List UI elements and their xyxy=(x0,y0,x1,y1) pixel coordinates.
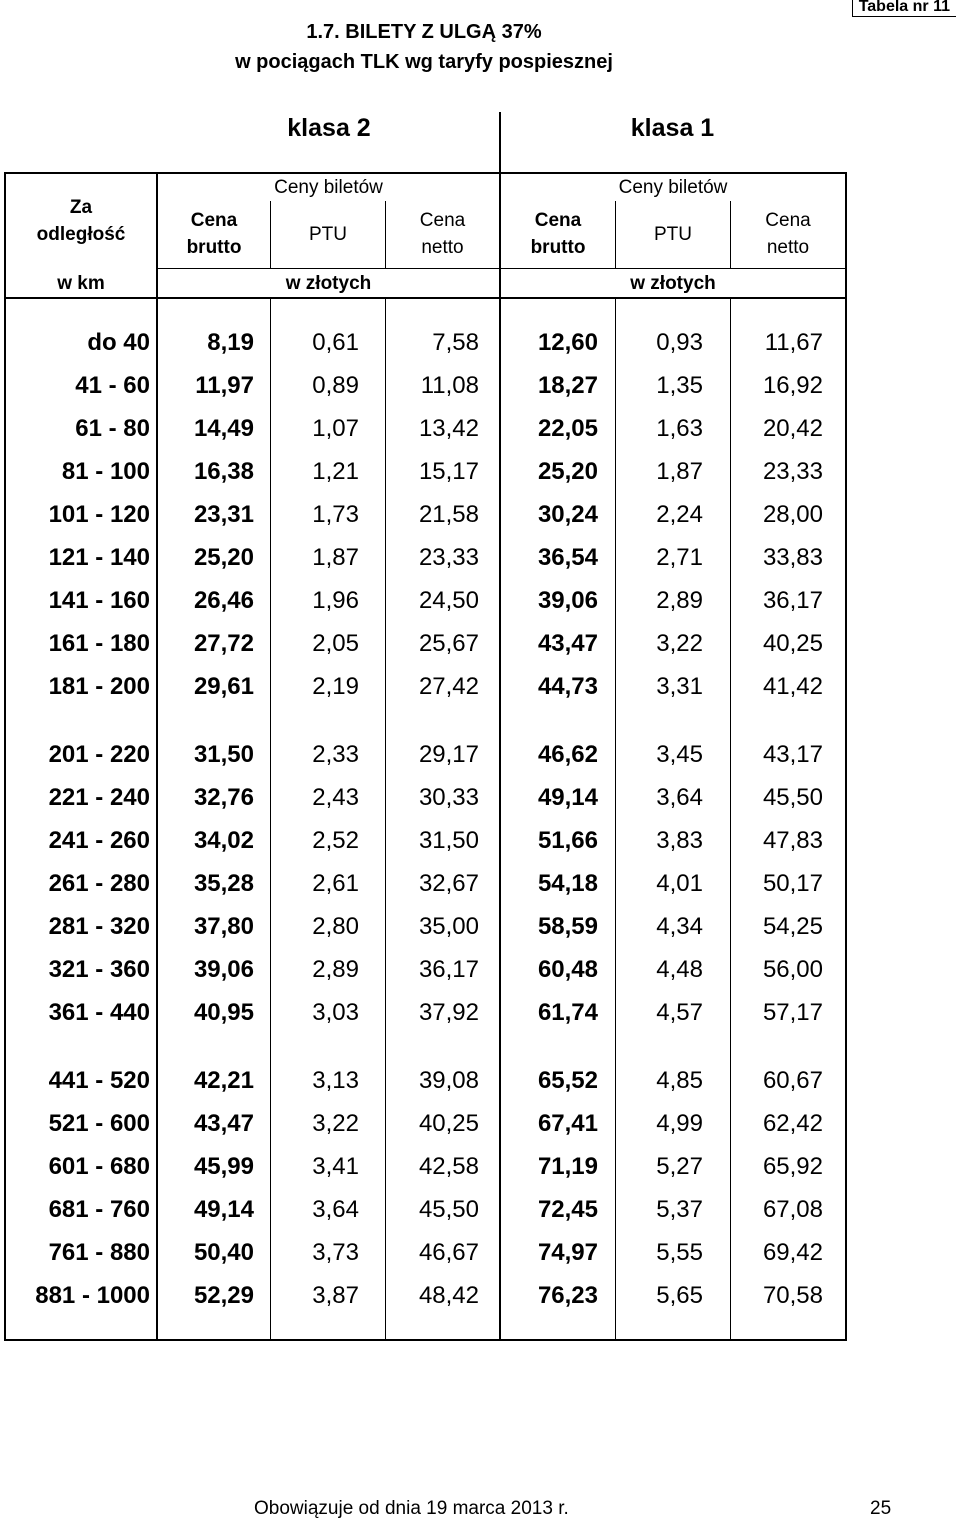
header-ceny-biletow-k2: Ceny biletów xyxy=(274,177,383,198)
row-distance: 521 - 600 xyxy=(48,1110,150,1137)
row-distance: 121 - 140 xyxy=(48,544,150,571)
header-currency-k2: w złotych xyxy=(285,273,372,294)
k1-cena-netto: 69,42 xyxy=(762,1239,823,1266)
k1-cena-netto: 16,92 xyxy=(762,372,823,399)
k2-ptu: 3,03 xyxy=(312,999,359,1026)
k1-cena-brutto: 76,23 xyxy=(537,1282,598,1309)
k2-cena-brutto: 40,95 xyxy=(193,999,254,1026)
row-distance: 181 - 200 xyxy=(48,673,150,700)
k2-cena-brutto: 25,20 xyxy=(193,544,254,571)
k1-ptu: 5,27 xyxy=(656,1153,703,1180)
header-netto-k1: netto xyxy=(766,237,810,258)
header-cena-netto-k2: Cena xyxy=(419,210,466,231)
k2-cena-brutto: 43,47 xyxy=(193,1110,254,1137)
row-distance: 681 - 760 xyxy=(48,1196,150,1223)
k2-ptu: 0,61 xyxy=(312,329,359,356)
header-currency-k1: w złotych xyxy=(630,273,716,294)
row-distance: 41 - 60 xyxy=(75,372,150,399)
k1-ptu: 4,34 xyxy=(656,913,703,940)
k2-ptu: 2,61 xyxy=(312,870,359,897)
k1-cena-brutto: 61,74 xyxy=(537,999,598,1026)
k2-cena-brutto: 35,28 xyxy=(193,870,254,897)
k1-cena-brutto: 51,66 xyxy=(537,827,598,854)
k2-cena-brutto: 45,99 xyxy=(193,1153,254,1180)
k1-ptu: 4,99 xyxy=(656,1110,703,1137)
k1-ptu: 5,55 xyxy=(656,1239,703,1266)
k1-cena-netto: 36,17 xyxy=(762,587,823,614)
row-distance: 361 - 440 xyxy=(48,999,150,1026)
k1-cena-netto: 62,42 xyxy=(762,1110,823,1137)
k2-cena-netto: 21,58 xyxy=(418,501,479,528)
k1-cena-netto: 57,17 xyxy=(762,999,823,1026)
k2-cena-brutto: 49,14 xyxy=(193,1196,254,1223)
k2-cena-netto: 30,33 xyxy=(418,784,479,811)
k2-cena-netto: 31,50 xyxy=(418,827,479,854)
k1-cena-netto: 60,67 xyxy=(762,1067,823,1094)
k2-cena-netto: 11,08 xyxy=(420,372,479,399)
k1-ptu: 1,87 xyxy=(656,458,703,485)
footer-validity: Obowiązuje od dnia 19 marca 2013 r. xyxy=(254,1498,569,1519)
k2-ptu: 1,87 xyxy=(312,544,359,571)
row-distance: 281 - 320 xyxy=(48,913,150,940)
k1-cena-netto: 67,08 xyxy=(762,1196,823,1223)
k2-ptu: 2,52 xyxy=(312,827,359,854)
header-brutto-k2: brutto xyxy=(186,237,242,258)
k1-cena-brutto: 43,47 xyxy=(537,630,598,657)
k1-ptu: 3,64 xyxy=(656,784,703,811)
k1-ptu: 2,89 xyxy=(656,587,703,614)
header-cena-k1: Cena xyxy=(534,210,582,231)
k2-cena-netto: 40,25 xyxy=(418,1110,479,1137)
k2-cena-brutto: 39,06 xyxy=(193,956,254,983)
k1-cena-brutto: 67,41 xyxy=(537,1110,598,1137)
k1-cena-netto: 50,17 xyxy=(762,870,823,897)
k1-cena-brutto: 18,27 xyxy=(537,372,598,399)
header-ptu-k2: PTU xyxy=(309,224,347,245)
k1-cena-brutto: 54,18 xyxy=(537,870,598,897)
k1-cena-brutto: 65,52 xyxy=(537,1067,598,1094)
k2-cena-netto: 37,92 xyxy=(418,999,479,1026)
k2-cena-brutto: 31,50 xyxy=(193,741,254,768)
row-distance: 101 - 120 xyxy=(48,501,150,528)
row-distance: 881 - 1000 xyxy=(35,1282,150,1309)
k2-cena-brutto: 29,61 xyxy=(193,673,254,700)
k1-cena-brutto: 49,14 xyxy=(537,784,598,811)
row-distance: 761 - 880 xyxy=(48,1239,150,1266)
k2-ptu: 3,22 xyxy=(312,1110,359,1137)
k1-cena-brutto: 44,73 xyxy=(537,673,598,700)
k2-cena-netto: 35,00 xyxy=(418,913,479,940)
k1-cena-netto: 65,92 xyxy=(762,1153,823,1180)
k1-cena-netto: 40,25 xyxy=(762,630,823,657)
k2-cena-brutto: 42,21 xyxy=(193,1067,254,1094)
k2-ptu: 2,05 xyxy=(312,630,359,657)
row-distance: 601 - 680 xyxy=(48,1153,150,1180)
k2-cena-brutto: 11,97 xyxy=(195,372,254,399)
page-number: 25 xyxy=(870,1498,892,1519)
k2-ptu: 3,87 xyxy=(312,1282,359,1309)
k2-ptu: 1,07 xyxy=(312,415,359,442)
row-distance: 61 - 80 xyxy=(75,415,150,442)
k2-cena-brutto: 37,80 xyxy=(193,913,254,940)
k1-cena-brutto: 74,97 xyxy=(537,1239,598,1266)
header-ptu-k1: PTU xyxy=(654,224,692,245)
k1-cena-brutto: 12,60 xyxy=(537,329,598,356)
k1-cena-brutto: 72,45 xyxy=(537,1196,598,1223)
k1-cena-brutto: 25,20 xyxy=(537,458,598,485)
k1-ptu: 4,85 xyxy=(656,1067,703,1094)
row-distance: 81 - 100 xyxy=(61,458,150,485)
k1-ptu: 3,31 xyxy=(656,673,703,700)
row-distance: 261 - 280 xyxy=(48,870,150,897)
k2-cena-netto: 24,50 xyxy=(418,587,479,614)
k1-cena-netto: 43,17 xyxy=(762,741,823,768)
k2-cena-netto: 23,33 xyxy=(418,544,479,571)
k1-ptu: 3,83 xyxy=(656,827,703,854)
row-distance: 201 - 220 xyxy=(48,741,150,768)
k2-ptu: 2,89 xyxy=(312,956,359,983)
k2-ptu: 3,73 xyxy=(312,1239,359,1266)
k1-ptu: 1,63 xyxy=(656,415,703,442)
header-distance-za: Za xyxy=(69,197,93,218)
k1-cena-netto: 20,42 xyxy=(762,415,823,442)
k2-cena-brutto: 52,29 xyxy=(193,1282,254,1309)
k2-cena-netto: 48,42 xyxy=(418,1282,479,1309)
k2-cena-netto: 36,17 xyxy=(418,956,479,983)
k2-cena-brutto: 16,38 xyxy=(193,458,254,485)
k1-ptu: 4,57 xyxy=(656,999,703,1026)
k2-cena-brutto: 34,02 xyxy=(193,827,254,854)
k1-ptu: 5,37 xyxy=(656,1196,703,1223)
row-distance: 141 - 160 xyxy=(48,587,150,614)
k2-cena-netto: 27,42 xyxy=(418,673,479,700)
row-distance: 241 - 260 xyxy=(48,827,150,854)
k1-ptu: 5,65 xyxy=(656,1282,703,1309)
table-number: Tabela nr 11 xyxy=(852,0,956,17)
k1-cena-brutto: 60,48 xyxy=(537,956,598,983)
k2-cena-brutto: 14,49 xyxy=(193,415,254,442)
k1-ptu: 0,93 xyxy=(656,329,703,356)
row-distance: 441 - 520 xyxy=(48,1067,150,1094)
header-netto-k2: netto xyxy=(421,237,464,258)
header-cena-netto-k1: Cena xyxy=(765,210,811,231)
class-1-header: klasa 1 xyxy=(630,114,715,142)
k2-cena-netto: 42,58 xyxy=(418,1153,479,1180)
k2-cena-netto: 46,67 xyxy=(418,1239,479,1266)
row-distance: 161 - 180 xyxy=(48,630,150,657)
k2-ptu: 1,96 xyxy=(312,587,359,614)
k1-ptu: 2,71 xyxy=(656,544,703,571)
k2-ptu: 3,41 xyxy=(312,1153,359,1180)
k2-cena-netto: 7,58 xyxy=(432,329,479,356)
k1-cena-netto: 45,50 xyxy=(762,784,823,811)
k1-cena-netto: 33,83 xyxy=(762,544,823,571)
k1-ptu: 3,45 xyxy=(656,741,703,768)
k1-cena-netto: 41,42 xyxy=(762,673,823,700)
k1-cena-netto: 54,25 xyxy=(762,913,823,940)
k2-ptu: 1,21 xyxy=(312,458,359,485)
k1-cena-brutto: 39,06 xyxy=(537,587,598,614)
k2-cena-netto: 13,42 xyxy=(418,415,479,442)
k1-cena-netto: 28,00 xyxy=(762,501,823,528)
header-distance-odleglosc: odległość xyxy=(36,224,126,245)
k2-cena-netto: 15,17 xyxy=(418,458,479,485)
k1-ptu: 4,48 xyxy=(656,956,703,983)
row-distance: 221 - 240 xyxy=(48,784,150,811)
k2-cena-brutto: 50,40 xyxy=(193,1239,254,1266)
k1-cena-brutto: 22,05 xyxy=(537,415,598,442)
k2-cena-brutto: 23,31 xyxy=(193,501,254,528)
k1-cena-netto: 47,83 xyxy=(762,827,823,854)
k1-cena-brutto: 58,59 xyxy=(537,913,598,940)
k2-cena-netto: 29,17 xyxy=(418,741,479,768)
k1-cena-netto: 11,67 xyxy=(764,329,823,356)
header-ceny-biletow-k1: Ceny biletów xyxy=(618,177,728,198)
k1-cena-netto: 56,00 xyxy=(762,956,823,983)
k2-ptu: 2,43 xyxy=(312,784,359,811)
k2-ptu: 3,64 xyxy=(312,1196,359,1223)
k1-cena-brutto: 71,19 xyxy=(537,1153,598,1180)
k2-cena-brutto: 26,46 xyxy=(193,587,254,614)
k1-ptu: 4,01 xyxy=(656,870,703,897)
header-km-unit: w km xyxy=(57,273,105,294)
k1-ptu: 2,24 xyxy=(656,501,703,528)
k2-ptu: 2,33 xyxy=(312,741,359,768)
k1-cena-brutto: 36,54 xyxy=(537,544,598,571)
k2-ptu: 2,80 xyxy=(312,913,359,940)
row-distance: 321 - 360 xyxy=(48,956,150,983)
k1-cena-brutto: 46,62 xyxy=(537,741,598,768)
k1-ptu: 3,22 xyxy=(656,630,703,657)
k2-cena-brutto: 32,76 xyxy=(193,784,254,811)
page-subtitle: w pociągach TLK wg taryfy pospiesznej xyxy=(235,51,613,73)
k2-ptu: 2,19 xyxy=(312,673,359,700)
k1-ptu: 1,35 xyxy=(656,372,703,399)
header-cena-k2: Cena xyxy=(190,210,238,231)
k2-cena-netto: 32,67 xyxy=(418,870,479,897)
k2-cena-brutto: 27,72 xyxy=(193,630,254,657)
k2-cena-netto: 39,08 xyxy=(418,1067,479,1094)
class-2-header: klasa 2 xyxy=(287,114,371,142)
k2-ptu: 0,89 xyxy=(312,372,359,399)
k1-cena-netto: 70,58 xyxy=(762,1282,823,1309)
k2-ptu: 3,13 xyxy=(312,1067,359,1094)
k1-cena-brutto: 30,24 xyxy=(537,501,598,528)
k1-cena-netto: 23,33 xyxy=(762,458,823,485)
k2-cena-netto: 45,50 xyxy=(418,1196,479,1223)
k2-cena-brutto: 8,19 xyxy=(207,329,254,356)
page-title: 1.7. BILETY Z ULGĄ 37% xyxy=(306,21,542,43)
k2-cena-netto: 25,67 xyxy=(418,630,479,657)
k2-ptu: 1,73 xyxy=(312,501,359,528)
row-distance: do 40 xyxy=(87,329,150,356)
header-brutto-k1: brutto xyxy=(530,237,586,258)
